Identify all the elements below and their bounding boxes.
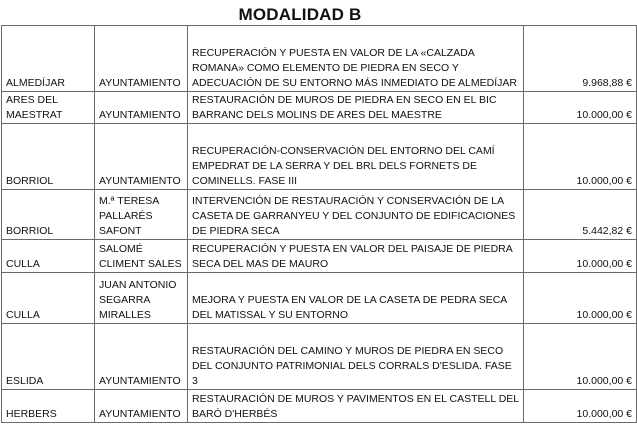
table-row bbox=[2, 92, 637, 124]
action-cell bbox=[188, 190, 524, 240]
action-cell bbox=[188, 390, 524, 423]
amount-cell: 10.000,00 € bbox=[524, 324, 637, 390]
beneficiary-cell: SALOMÉ CLIMENT SALES bbox=[95, 240, 188, 273]
action-text: RESTAURACIÓN DEL CAMINO Y MUROS DE PIEDRA EN SECO DEL CONJUNTO PATRIMONIAL DELS CORRALS D'ESLIDA. FASE 3 bbox=[192, 345, 512, 387]
beneficiary-cell: AYUNTAMIENTO bbox=[95, 92, 188, 124]
beneficiary-cell: JUAN ANTONIO SEGARRA MIRALLES bbox=[95, 273, 188, 324]
municipality-cell: ESLIDA bbox=[2, 324, 95, 390]
beneficiary-cell: AYUNTAMIENTO bbox=[95, 390, 188, 423]
amount-cell: 10.000,00 € bbox=[524, 92, 637, 124]
municipality-cell: ARES DEL MAESTRAT bbox=[2, 92, 95, 124]
action-text: RECUPERACIÓN Y PUESTA EN VALOR DE LA «CALZADA ROMANA» COMO ELEMENTO DE PIEDRA EN SECO Y ADECUACIÓN DE SU ENTORNO MÁS INMEDIATO DE ALMEDÍJAR bbox=[192, 47, 517, 89]
action-cell bbox=[188, 26, 524, 92]
beneficiary-cell: M.ª TERESA PALLARÉS SAFONT bbox=[95, 190, 188, 240]
municipality-cell: HERBERS bbox=[2, 390, 95, 423]
municipality-cell: CULLA bbox=[2, 273, 95, 324]
amount-cell: 10.000,00 € bbox=[524, 390, 637, 423]
amount-cell: 10.000,00 € bbox=[524, 124, 637, 190]
page-title: MODALIDAD B bbox=[238, 5, 362, 24]
beneficiary-cell: AYUNTAMIENTO bbox=[95, 324, 188, 390]
amount-cell: 10.000,00 € bbox=[524, 273, 637, 324]
table-row bbox=[2, 124, 637, 190]
action-cell bbox=[188, 324, 524, 390]
action-text: RESTAURACIÓN DE MUROS Y PAVIMENTOS EN EL CASTELL DEL BARÓ D'HERBÉS bbox=[192, 393, 519, 420]
action-cell bbox=[188, 240, 524, 273]
action-text: INTERVENCIÓN DE RESTAURACIÓN Y CONSERVACIÓN DE LA CASETA DE GARRANYEU Y DEL CONJUNTO DE EDIFICACIONES DE PIEDRA SECA bbox=[192, 195, 516, 237]
action-text: RESTAURACIÓN DE MUROS DE PIEDRA EN SECO EN EL BIC BARRANC DELS MOLINS DE ARES DEL MAESTRE bbox=[192, 94, 497, 121]
amount-cell: 9.968,88 € bbox=[524, 26, 637, 92]
amount-cell: 10.000,00 € bbox=[524, 240, 637, 273]
action-cell bbox=[188, 92, 524, 124]
table-row bbox=[2, 26, 637, 92]
beneficiary-cell: AYUNTAMIENTO bbox=[95, 124, 188, 190]
action-cell bbox=[188, 273, 524, 324]
table-row bbox=[2, 273, 637, 324]
amount-cell: 5.442,82 € bbox=[524, 190, 637, 240]
table-row bbox=[2, 190, 637, 240]
municipality-cell: CULLA bbox=[2, 240, 95, 273]
beneficiary-cell: AYUNTAMIENTO bbox=[95, 26, 188, 92]
table-row bbox=[2, 240, 637, 273]
municipality-cell: BORRIOL bbox=[2, 190, 95, 240]
action-text: RECUPERACIÓN-CONSERVACIÓN DEL ENTORNO DEL CAMÍ EMPEDRAT DE LA SERRA Y DEL BRL DELS FORNETS DE COMINELLS. FASE III bbox=[192, 145, 495, 187]
municipality-cell: BORRIOL bbox=[2, 124, 95, 190]
action-text: MEJORA Y PUESTA EN VALOR DE LA CASETA DE PEDRA SECA DEL MATISSAL Y SU ENTORNO bbox=[192, 294, 507, 321]
municipality-cell: ALMEDÍJAR bbox=[2, 26, 95, 92]
action-cell bbox=[188, 124, 524, 190]
grants-table bbox=[1, 25, 637, 423]
table-row bbox=[2, 324, 637, 390]
table-row bbox=[2, 390, 637, 423]
action-text: RECUPERACIÓN Y PUESTA EN VALOR DEL PAISAJE DE PIEDRA SECA DEL MAS DE MAURO bbox=[192, 243, 513, 270]
